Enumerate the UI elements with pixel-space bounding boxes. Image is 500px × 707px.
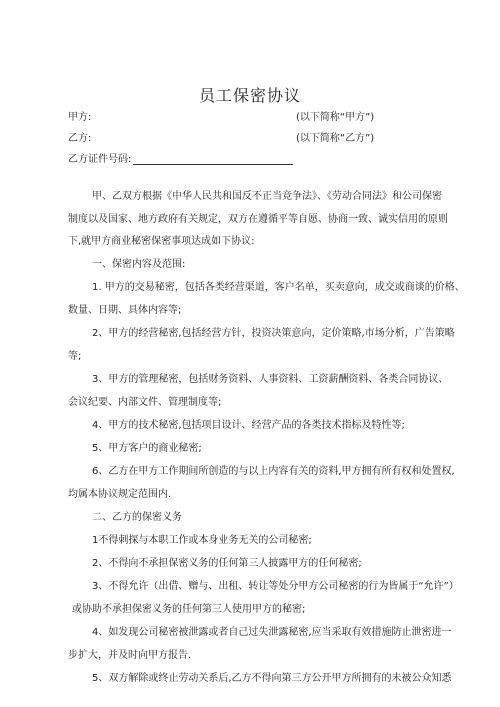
paragraph-line: 3、不得允许（出借、赠与、出租、转让等处分甲方公司秘密的行为皆属于“允许”）	[92, 581, 459, 592]
paragraph-line: 制度以及国家、地方政府有关规定，双方在遵循平等自愿、协商一致、诚实信用的原则	[68, 214, 448, 225]
paragraph-line: 数量、日期、具体内容等;	[68, 305, 182, 316]
paragraph-line: 步扩大，并及时向甲方报告.	[68, 650, 192, 661]
paragraph-line: 下,就甲方商业秘密保密事项达成如下协议:	[68, 236, 255, 247]
paragraph-line: 3、甲方的管理秘密，包括财务资料、人事资料、工资薪酬资料、各类合同协议、	[92, 374, 449, 385]
paragraph-line: 2、不得向不承担保密义务的任何第三人披露甲方的任何秘密;	[92, 558, 362, 569]
party-a-label: 甲方:	[68, 112, 92, 123]
paragraph-line: 5、双方解除或终止劳动关系后,乙方不得向第三方公开甲方所拥有的未被公众知悉	[92, 673, 452, 684]
id-number-blank-line	[133, 164, 293, 165]
document-title: 员工保密协议	[198, 86, 301, 105]
paragraph-line: 2、甲方的经营秘密,包括经营方针，投资决策意向，定价策略,市场分析，广告策略	[92, 328, 455, 339]
paragraph-line: 会议纪要、内部文件、管理制度等;	[68, 397, 222, 408]
paragraph-line: 甲、乙双方根据《中华人民共和国反不正当竞争法》、《劳动合同法》和公司保密	[92, 191, 442, 202]
paragraph-line: 均属本协议规定范围内.	[68, 489, 172, 500]
paragraph-line: 1不得刺探与本职工作或本身业务无关的公司秘密;	[92, 535, 312, 546]
paragraph-line: 等;	[68, 351, 82, 362]
paragraph-line: 5、甲方客户的商业秘密;	[92, 443, 202, 454]
party-b-note: (以下简称“乙方”)	[296, 133, 375, 144]
section-heading: 一、保密内容及范围:	[92, 259, 186, 270]
paragraph-line: 4、甲方的技术秘密,包括项目设计、经营产品的各类技术指标及特性等;	[92, 420, 405, 431]
id-number-label: 乙方证件号码:	[68, 154, 132, 165]
paragraph-line: 或协助不承担保密义务的任何第三人使用甲方的秘密;	[72, 604, 306, 615]
party-a-note: (以下简称“甲方”)	[296, 112, 375, 123]
party-b-label: 乙方:	[68, 133, 92, 144]
paragraph-line: 1. 甲方的交易秘密，包括各类经营渠道，客户名单，买卖意向，成交或商谈的价格、	[92, 282, 465, 293]
paragraph-line: 4、如发现公司秘密被泄露或者自己过失泄露秘密,应当采取有效措施防止泄密进一	[92, 627, 452, 638]
section-heading: 二、乙方的保密义务	[92, 512, 182, 523]
paragraph-line: 6、乙方在甲方工作期间所创造的与以上内容有关的资料,甲方拥有所有权和处置权,	[92, 466, 455, 477]
